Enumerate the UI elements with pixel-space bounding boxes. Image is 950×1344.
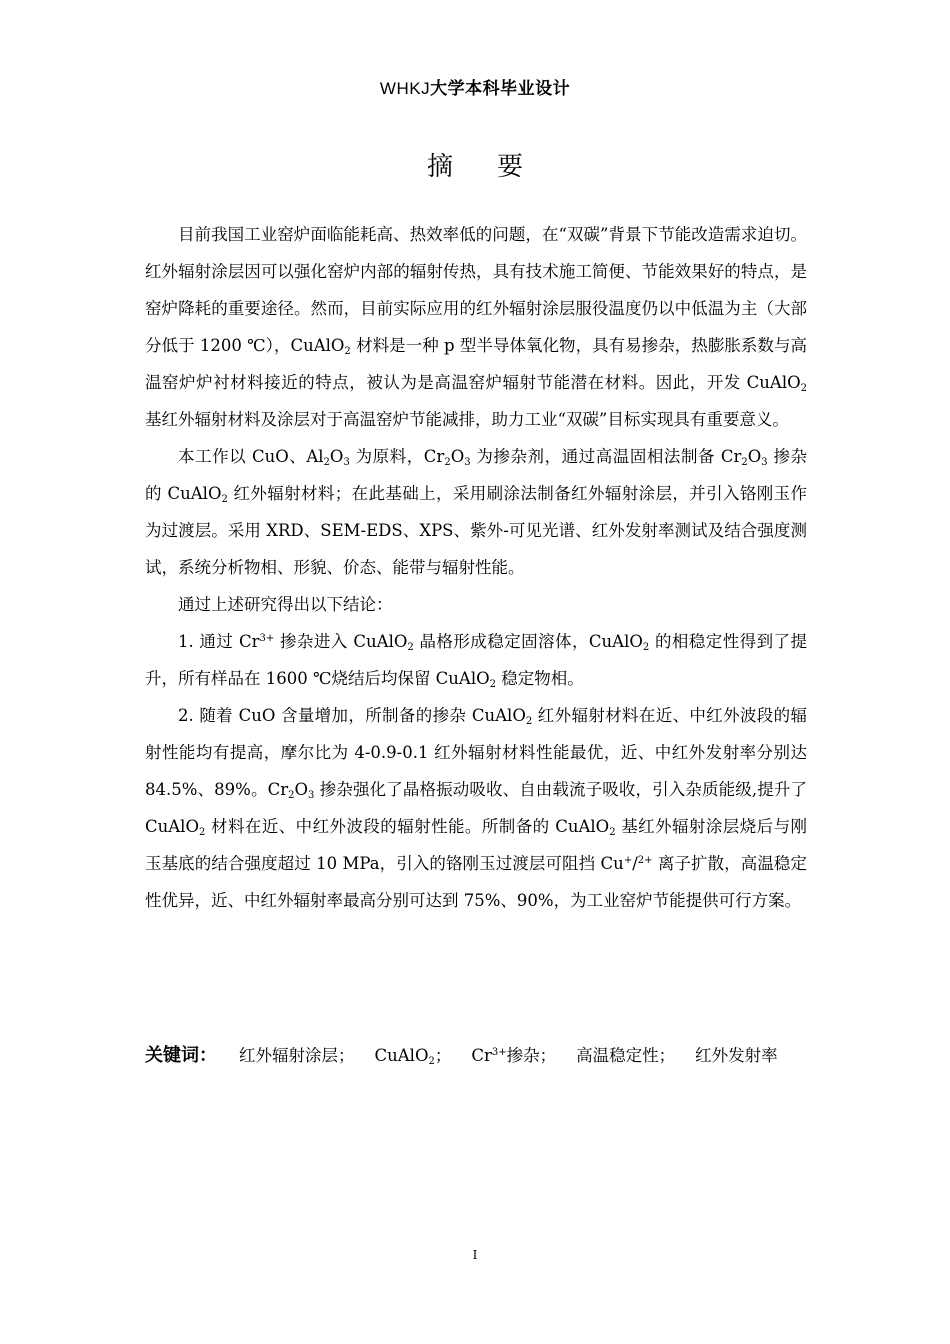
text-run: 为原料，Cr: [349, 447, 445, 466]
text-run: 的相稳定性得到了提升，所有样品在 1600 ℃烧结后均保留 CuAlO: [145, 632, 808, 688]
text-run: 掺杂进入 CuAlO: [274, 632, 408, 651]
subscript: 2: [525, 716, 533, 727]
keywords-line: [145, 1040, 825, 1071]
text-run: 高温稳定性；: [576, 1046, 676, 1065]
abstract-paragraph: [145, 438, 807, 586]
keyword: [375, 1046, 452, 1065]
page-title: 摘要: [426, 152, 567, 182]
text-run: ；: [434, 1046, 452, 1065]
abstract-paragraph: [145, 586, 807, 623]
subscript: 3: [464, 457, 471, 468]
subscript: 2: [428, 1056, 435, 1067]
keyword: [695, 1046, 778, 1065]
text-run: 红外辐射材料；在此基础上，采用刷涂法制备红外辐射涂层，并引入铬刚玉作为过渡层。采用 XRD、SEM-EDS、XPS、紫外-可见光谱、红外发射率测试及结合强度测试，系统分析物相、形貌、价态、能带与辐射性能。: [145, 484, 808, 577]
text-run: 1. 通过 Cr: [178, 632, 260, 651]
subscript: 2: [198, 827, 206, 838]
abstract-paragraph: [145, 697, 807, 919]
text-run: 晶格形成稳定固溶体，CuAlO: [413, 632, 643, 651]
keywords-label: 关键词：: [145, 1045, 217, 1065]
text-run: 通过上述研究得出以下结论：: [178, 595, 393, 614]
text-run: O: [747, 447, 762, 466]
text-run: 掺杂的 CuAlO: [145, 447, 807, 503]
keyword: [239, 1046, 355, 1065]
subscript: 2: [642, 642, 650, 653]
text-run: 为掺杂剂，通过高温固相法制备 Cr: [470, 447, 742, 466]
superscript: 2+: [637, 855, 653, 866]
text-run: O: [294, 780, 308, 799]
text-run: 红外辐射材料在近、中红外波段的辐射性能均有提高，摩尔比为 4-0.9-0.1 红外辐射材料性能最优，近、中红外发射率分别达 84.5%、89%。Cr: [145, 706, 807, 799]
text-run: 掺杂强化了晶格振动吸收、自由载流子吸收，引入杂质能级,提升了 CuAlO: [145, 780, 807, 836]
text-run: 材料在近、中红外波段的辐射性能。所制备的 CuAlO: [205, 817, 610, 836]
subscript: 3: [761, 457, 768, 468]
abstract-paragraph: [145, 623, 807, 697]
text-run: 红外辐射涂层；: [239, 1046, 355, 1065]
superscript: 3+: [259, 633, 275, 644]
superscript: 3+: [491, 1047, 507, 1058]
page-number: I: [472, 1248, 478, 1262]
keywords-list: [239, 1046, 798, 1065]
subscript: 2: [741, 457, 748, 468]
subscript: 2: [344, 346, 351, 357]
text-run: 2. 随着 CuO 含量增加，所制备的掺杂 CuAlO: [178, 706, 526, 725]
abstract-paragraph: [145, 216, 807, 438]
text-run: 材料是一种 p 型半导体氧化物，具有易掺杂，热膨胀系数与高温窑炉炉衬材料接近的特点，被认为是高温窑炉辐射节能潜在材料。因此，开发 CuAlO: [145, 336, 807, 392]
subscript: 2: [444, 457, 451, 468]
subscript: 2: [800, 383, 807, 394]
text-run: 掺杂；: [506, 1046, 557, 1065]
subscript: 3: [343, 457, 350, 468]
superscript: +: [623, 855, 633, 866]
text-run: 红外发射率: [695, 1046, 778, 1065]
text-run: 稳定物相。: [496, 669, 584, 688]
text-run: 离子扩散，高温稳定性优异，近、中红外辐射率最高分别可达到 75%、90%，为工业窑炉节能提供可行方案。: [145, 854, 808, 910]
text-run: /: [632, 854, 638, 873]
subscript: 2: [323, 457, 330, 468]
running-header: [0, 74, 950, 99]
text-run: Cr: [471, 1046, 492, 1065]
text-run: 目前我国工业窑炉面临能耗高、热效率低的问题，在“双碳”背景下节能改造需求迫切。红外辐射涂层因可以强化窑炉内部的辐射传热，具有技术施工简便、节能效果好的特点，是窑炉降耗的重要途径。然而，目前实际应用的红外辐射涂层服役温度仍以中低温为主（大部分低于 1200 ℃），CuAlO: [145, 225, 807, 355]
subscript: 3: [308, 790, 315, 801]
subscript: 2: [609, 827, 616, 838]
text-run: O: [329, 447, 344, 466]
abstract-body: [145, 216, 807, 919]
text-run: O: [450, 447, 465, 466]
text-run: 本工作以 CuO、Al: [178, 447, 324, 466]
keyword: [576, 1046, 675, 1065]
subscript: 2: [407, 642, 414, 653]
text-run: 基红外辐射涂层烧后与刚玉基底的结合强度超过 10 MPa，引入的铬刚玉过渡层可阻挡 Cu: [145, 817, 807, 873]
keyword: [471, 1046, 556, 1065]
subscript: 2: [288, 790, 295, 801]
header-latin: WHKJ: [379, 79, 431, 98]
subscript: 2: [221, 494, 228, 505]
header-title: 大学本科毕业设计: [430, 79, 571, 99]
text-run: 基红外辐射材料及涂层对于高温窑炉节能减排，助力工业“双碳”目标实现具有重要意义。: [145, 410, 789, 429]
text-run: CuAlO: [374, 1046, 429, 1065]
subscript: 2: [489, 679, 497, 690]
